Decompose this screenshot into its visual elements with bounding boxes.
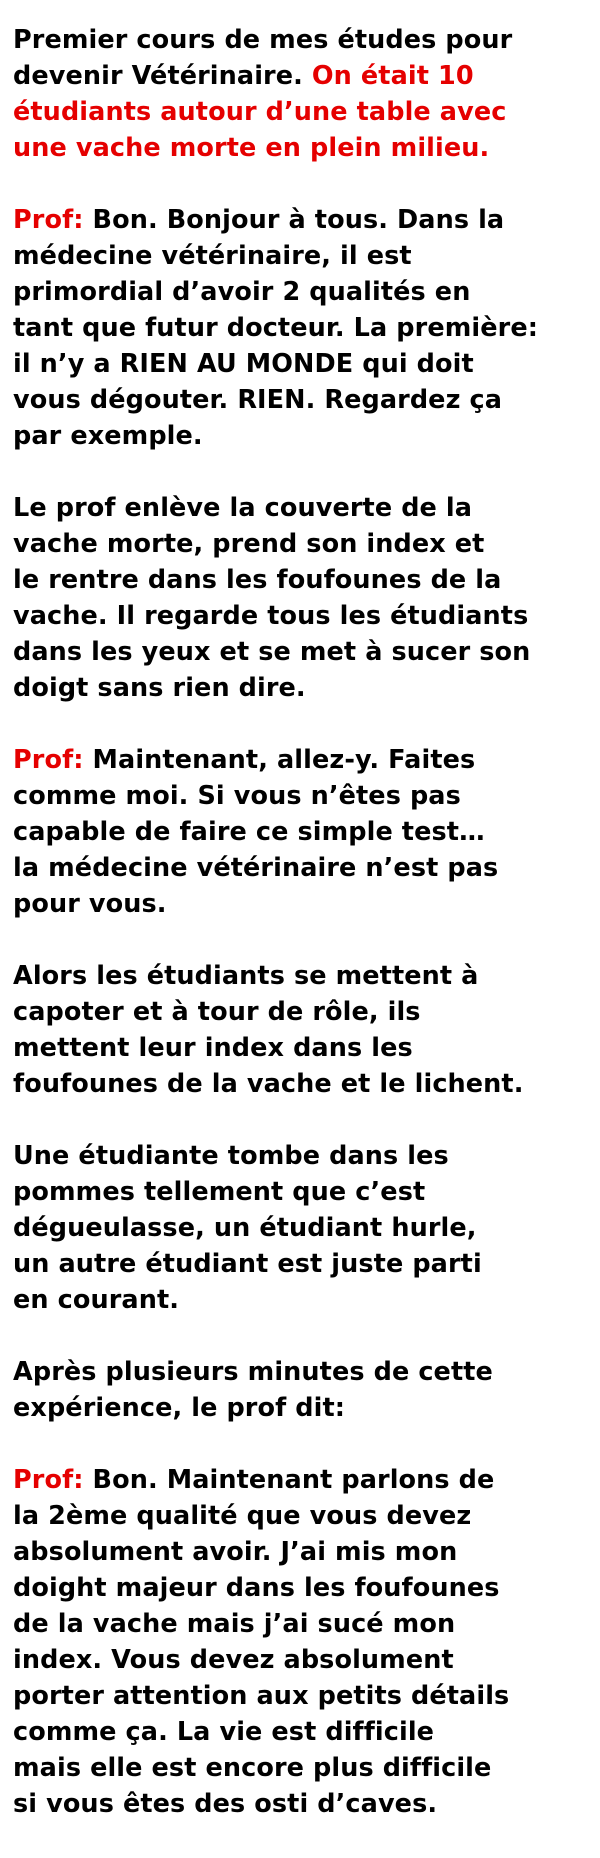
- text-line: [13, 994, 597, 1030]
- text-line: [13, 1750, 597, 1786]
- text-line: [13, 670, 597, 706]
- text-line: [13, 274, 597, 310]
- text-segment: vache. Il regarde tous les étudiants: [13, 601, 529, 631]
- text-segment: par exemple.: [13, 421, 203, 451]
- text-line: [13, 958, 597, 994]
- text-line: [13, 886, 597, 922]
- text-line: [13, 1246, 597, 1282]
- text-segment: un autre étudiant est juste parti: [13, 1249, 482, 1279]
- highlighted-text: Prof:: [13, 205, 84, 235]
- text-line: [13, 742, 597, 778]
- text-segment: Bon. Maintenant parlons de: [83, 1465, 495, 1495]
- text-segment: devenir Vétérinaire.: [13, 61, 312, 91]
- text-line: [13, 598, 597, 634]
- text-segment: il n’y a RIEN AU MONDE qui doit: [13, 349, 474, 379]
- text-segment: la 2ème qualité que vous devez: [13, 1501, 472, 1531]
- text-segment: la médecine vétérinaire n’est pas: [13, 853, 499, 883]
- text-line: [13, 1354, 597, 1390]
- text-segment: Une étudiante tombe dans les: [13, 1141, 449, 1171]
- text-segment: vous dégouter. RIEN. Regardez ça: [13, 385, 503, 415]
- text-line: [13, 94, 597, 130]
- text-line: [13, 1462, 597, 1498]
- paragraph: [13, 22, 597, 166]
- paragraph: [13, 958, 597, 1102]
- text-line: [13, 22, 597, 58]
- text-line: [13, 814, 597, 850]
- paragraph: [13, 742, 597, 922]
- highlighted-text: une vache morte en plein milieu.: [13, 133, 490, 163]
- text-segment: Alors les étudiants se mettent à: [13, 961, 479, 991]
- text-segment: pommes tellement que c’est: [13, 1177, 426, 1207]
- text-segment: dégueulasse, un étudiant hurle,: [13, 1213, 477, 1243]
- text-segment: dans les yeux et se met à sucer son: [13, 637, 531, 667]
- text-segment: porter attention aux petits détails: [13, 1681, 510, 1711]
- text-segment: Maintenant, allez-y. Faites: [83, 745, 476, 775]
- text-segment: mais elle est encore plus difficile: [13, 1753, 492, 1783]
- text-line: [13, 382, 597, 418]
- text-line: [13, 310, 597, 346]
- text-line: [13, 1534, 597, 1570]
- text-line: [13, 418, 597, 454]
- paragraph: [13, 1354, 597, 1426]
- text-line: [13, 1138, 597, 1174]
- text-line: [13, 1030, 597, 1066]
- text-line: [13, 1210, 597, 1246]
- text-line: [13, 562, 597, 598]
- text-line: [13, 1570, 597, 1606]
- text-segment: expérience, le prof dit:: [13, 1393, 346, 1423]
- text-segment: comme moi. Si vous n’êtes pas: [13, 781, 461, 811]
- text-line: [13, 1786, 597, 1822]
- paragraph: [13, 490, 597, 706]
- text-line: [13, 1642, 597, 1678]
- paragraph: [13, 202, 597, 454]
- highlighted-text: étudiants autour d’une table avec: [13, 97, 507, 127]
- text-segment: absolument avoir. J’ai mis mon: [13, 1537, 458, 1567]
- text-segment: doight majeur dans les foufounes: [13, 1573, 500, 1603]
- highlighted-text: Prof:: [13, 745, 84, 775]
- text-segment: Après plusieurs minutes de cette: [13, 1357, 493, 1387]
- text-line: [13, 1714, 597, 1750]
- text-line: [13, 526, 597, 562]
- text-line: [13, 130, 597, 166]
- paragraph: [13, 1462, 597, 1822]
- text-line: [13, 1174, 597, 1210]
- text-segment: Bon. Bonjour à tous. Dans la: [83, 205, 505, 235]
- text-line: [13, 1282, 597, 1318]
- text-segment: capoter et à tour de rôle, ils: [13, 997, 421, 1027]
- highlighted-text: Prof:: [13, 1465, 84, 1495]
- paragraph: [13, 1138, 597, 1318]
- text-segment: vache morte, prend son index et: [13, 529, 485, 559]
- text-segment: mettent leur index dans les: [13, 1033, 413, 1063]
- text-segment: primordial d’avoir 2 qualités en: [13, 277, 471, 307]
- text-segment: doigt sans rien dire.: [13, 673, 306, 703]
- text-line: [13, 1678, 597, 1714]
- text-segment: si vous êtes des osti d’caves.: [13, 1789, 438, 1819]
- text-segment: de la vache mais j’ai sucé mon: [13, 1609, 456, 1639]
- text-line: [13, 1066, 597, 1102]
- text-segment: médecine vétérinaire, il est: [13, 241, 412, 271]
- text-line: [13, 1498, 597, 1534]
- text-segment: foufounes de la vache et le lichent.: [13, 1069, 524, 1099]
- text-segment: pour vous.: [13, 889, 167, 919]
- highlighted-text: On était 10: [311, 61, 474, 91]
- text-segment: en courant.: [13, 1285, 180, 1315]
- text-segment: Le prof enlève la couverte de la: [13, 493, 473, 523]
- story-text: [13, 22, 597, 1858]
- text-line: [13, 238, 597, 274]
- text-line: [13, 490, 597, 526]
- text-segment: comme ça. La vie est difficile: [13, 1717, 435, 1747]
- text-line: [13, 850, 597, 886]
- text-line: [13, 1606, 597, 1642]
- text-segment: le rentre dans les foufounes de la: [13, 565, 502, 595]
- text-line: [13, 58, 597, 94]
- text-line: [13, 634, 597, 670]
- text-segment: capable de faire ce simple test…: [13, 817, 485, 847]
- text-segment: index. Vous devez absolument: [13, 1645, 454, 1675]
- text-segment: tant que futur docteur. La première:: [13, 313, 539, 343]
- text-line: [13, 778, 597, 814]
- text-line: [13, 346, 597, 382]
- text-segment: Premier cours de mes études pour: [13, 25, 513, 55]
- text-line: [13, 1390, 597, 1426]
- text-line: [13, 202, 597, 238]
